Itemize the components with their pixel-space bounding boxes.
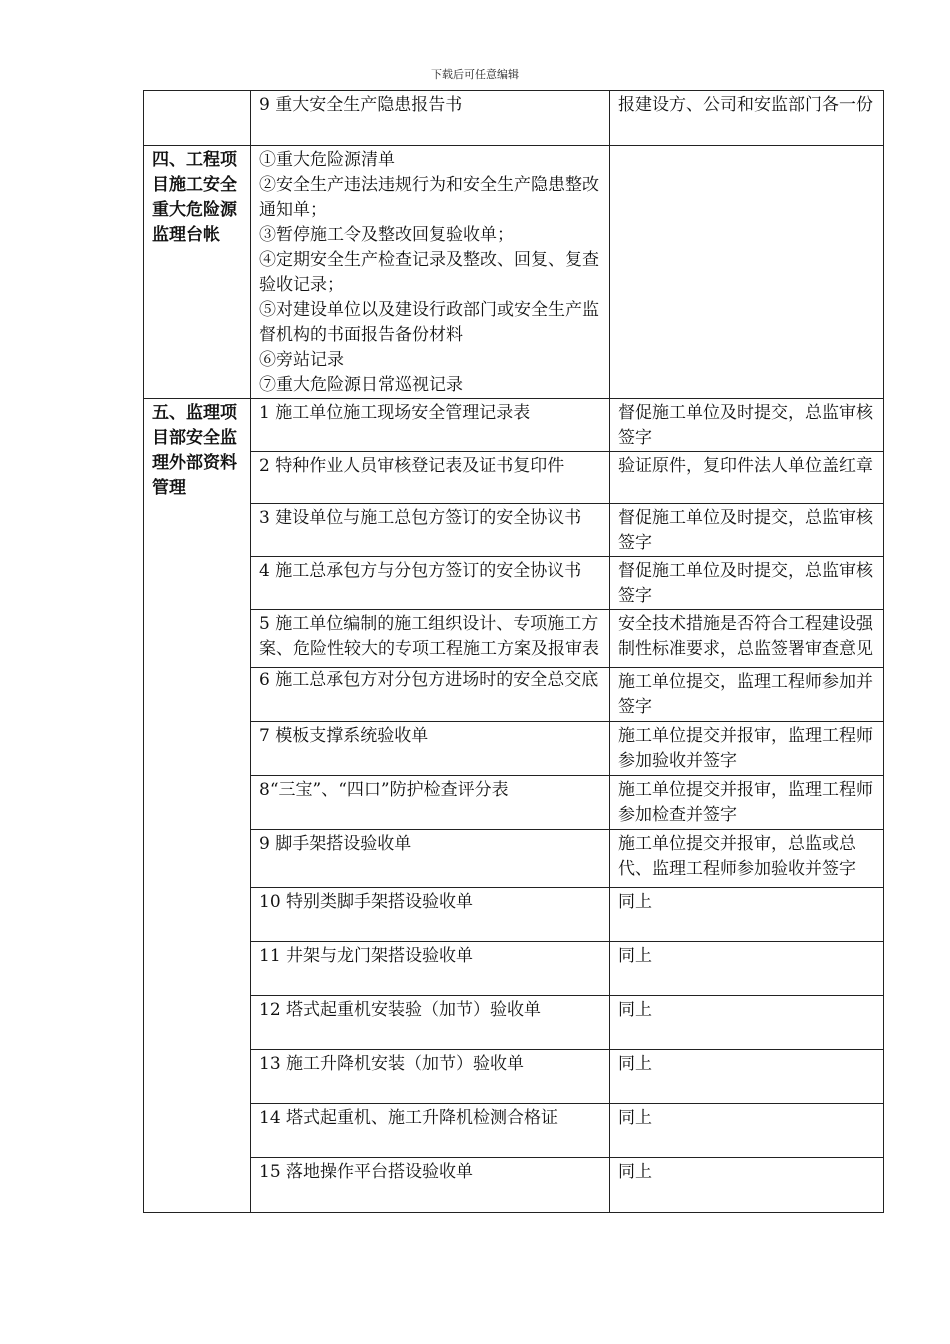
table-row — [144, 91, 884, 146]
item-cell-list — [251, 146, 610, 399]
item-cell: 9 脚手架搭设验收单 — [251, 830, 610, 888]
item-cell: 7 模板支撑系统验收单 — [251, 722, 610, 776]
list-item: ③暂停施工令及整改回复验收单； — [259, 225, 514, 245]
table-row — [144, 610, 884, 668]
section-cell-empty — [144, 91, 251, 146]
note-cell: 安全技术措施是否符合工程建设强制性标准要求，总监签署审查意见 — [610, 610, 884, 668]
note-cell: 同上 — [610, 1158, 884, 1213]
list-item: ⑦重大危险源日常巡视记录 — [259, 375, 463, 395]
note-cell: 同上 — [610, 1104, 884, 1158]
table-row — [144, 399, 884, 452]
note-cell-empty — [610, 146, 884, 399]
item-cell: 6 施工总承包方对分包方进场时的安全总交底 — [251, 668, 610, 722]
note-cell: 施工单位提交并报审，监理工程师参加检查并签字 — [610, 776, 884, 830]
table-row — [144, 668, 884, 722]
table-row — [144, 942, 884, 996]
list-item: ②安全生产违法违规行为和安全生产隐患整改通知单； — [259, 175, 599, 220]
page-header-note: 下载后可任意编辑 — [431, 68, 519, 81]
note-cell: 施工单位提交并报审，总监或总代、监理工程师参加验收并签字 — [610, 830, 884, 888]
note-cell: 验证原件，复印件法人单位盖红章 — [610, 452, 884, 504]
note-cell: 督促施工单位及时提交，总监审核签字 — [610, 557, 884, 610]
list-item: ⑤对建设单位以及建设行政部门或安全生产监督机构的书面报告备份材料 — [259, 300, 599, 345]
list-item: ①重大危险源清单 — [259, 150, 395, 170]
table-row — [144, 452, 884, 504]
item-cell: 4 施工总承包方与分包方签订的安全协议书 — [251, 557, 610, 610]
note-cell: 督促施工单位及时提交，总监审核签字 — [610, 504, 884, 557]
table-row — [144, 776, 884, 830]
table-row — [144, 1158, 884, 1213]
note-cell: 施工单位提交，监理工程师参加并签字 — [610, 668, 884, 722]
section-title-4: 四、工程项目施工安全重大危险源监理台帐 — [144, 146, 251, 399]
table-row — [144, 830, 884, 888]
section-title-5: 五、监理项目部安全监理外部资料管理 — [144, 399, 251, 1213]
item-cell: 13 施工升降机安装（加节）验收单 — [251, 1050, 610, 1104]
table-row — [144, 996, 884, 1050]
table-row — [144, 1104, 884, 1158]
note-cell: 同上 — [610, 996, 884, 1050]
table-row — [144, 557, 884, 610]
table-row — [144, 888, 884, 942]
item-cell: 15 落地操作平台搭设验收单 — [251, 1158, 610, 1213]
note-cell: 施工单位提交并报审，监理工程师参加验收并签字 — [610, 722, 884, 776]
table-row — [144, 1050, 884, 1104]
table-row — [144, 722, 884, 776]
note-cell: 督促施工单位及时提交，总监审核签字 — [610, 399, 884, 452]
item-cell: 5 施工单位编制的施工组织设计、专项施工方案、危险性较大的专项工程施工方案及报审表 — [251, 610, 610, 668]
item-cell: 9 重大安全生产隐患报告书 — [251, 91, 610, 146]
item-cell: 2 特种作业人员审核登记表及证书复印件 — [251, 452, 610, 504]
item-cell: 14 塔式起重机、施工升降机检测合格证 — [251, 1104, 610, 1158]
item-cell: 12 塔式起重机安装验（加节）验收单 — [251, 996, 610, 1050]
table-row — [144, 146, 884, 399]
item-cell: 11 井架与龙门架搭设验收单 — [251, 942, 610, 996]
item-cell: 8“三宝”、“四口”防护检查评分表 — [251, 776, 610, 830]
note-cell: 同上 — [610, 942, 884, 996]
note-cell: 同上 — [610, 1050, 884, 1104]
list-item: ⑥旁站记录 — [259, 350, 344, 370]
item-cell: 10 特别类脚手架搭设验收单 — [251, 888, 610, 942]
list-item: ④定期安全生产检查记录及整改、回复、复查验收记录； — [259, 250, 599, 295]
note-cell: 同上 — [610, 888, 884, 942]
item-cell: 1 施工单位施工现场安全管理记录表 — [251, 399, 610, 452]
note-cell: 报建设方、公司和安监部门各一份 — [610, 91, 884, 146]
supervision-records-table — [143, 90, 884, 1213]
table-row — [144, 504, 884, 557]
item-cell: 3 建设单位与施工总包方签订的安全协议书 — [251, 504, 610, 557]
